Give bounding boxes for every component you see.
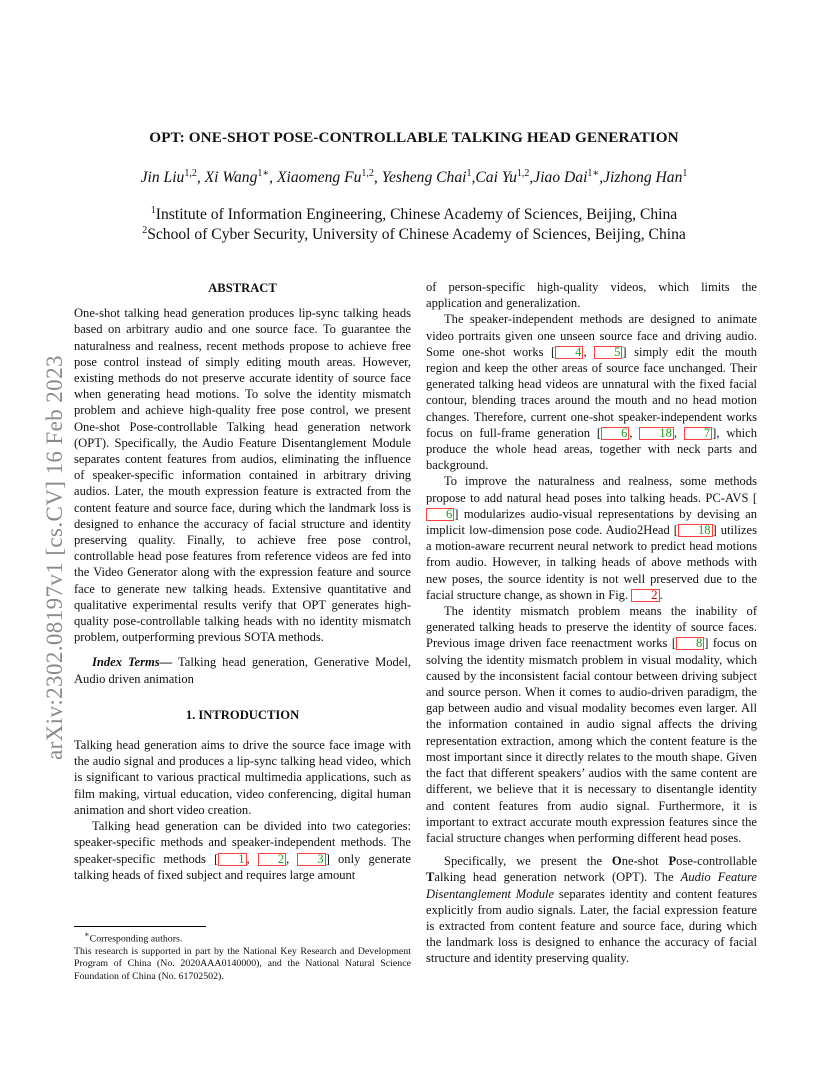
affiliation-2 <box>0 225 828 244</box>
affiliation-text: Institute of Information Engineering, Chinese Academy of Sciences, Beijing, China <box>155 206 678 224</box>
author-affil-mark: 1∗ <box>587 168 600 179</box>
affiliation-number: 1 <box>150 205 156 216</box>
right-paragraph-5 <box>426 853 757 966</box>
footnote-text: Corresponding authors. <box>89 933 183 945</box>
author-affil-mark: 1∗ <box>257 168 270 179</box>
index-terms <box>74 654 411 686</box>
paragraph-text: Specifically, we present the <box>444 854 612 869</box>
paragraph-text: ] modularizes audio-visual representations by devising an implicit low-dimension pose code. Audio2Head [ <box>426 506 757 538</box>
right-paragraph-1: of person-specific high-quality videos, which limits the application and generalization. <box>426 280 757 311</box>
arxiv-identifier: arXiv:2302.08197v1 [cs.CV] 16 Feb 2023 <box>42 355 67 760</box>
paragraph-text: To improve the naturalness and realness, some methods propose to add natural head poses into talking heads. PC-AVS [ <box>426 474 757 505</box>
right-paragraph-4 <box>426 603 757 846</box>
affiliation-text: School of Cyber Security, University of Chinese Academy of Sciences, Beijing, China <box>147 226 686 244</box>
author-separator: , <box>196 169 205 187</box>
module-name: Audio Feature Disentanglement Module <box>426 870 757 901</box>
footnote-rule <box>74 926 206 927</box>
paragraph-text: Talking head generation can be divided into two categories: speaker-specific methods and speaker-independent methods. The speaker-specific methods [ <box>74 819 411 866</box>
author: Jiao Dai <box>533 169 588 187</box>
citation-link[interactable]: 4 <box>555 346 583 359</box>
paragraph-text: ], which produce the whole head areas, together with neck parts and background. <box>426 425 757 473</box>
citation-link[interactable]: 1 <box>218 853 246 866</box>
footnotes <box>74 929 411 983</box>
author-affil-mark: 1,2 <box>361 168 374 179</box>
citation-link[interactable]: 7 <box>684 427 712 440</box>
paragraph-text: separates identity and content features explicitly from audio signals. Later, the facial expression feature is extracted from content feature and source face, during which the landmark loss is designed to enhance the accuracy of facial structure and identity preserving quality. <box>426 886 757 966</box>
left-column <box>74 280 411 883</box>
footnote-mark: ∗ <box>84 930 90 939</box>
paragraph-text: . <box>659 587 663 602</box>
paragraph-text: The identity mismatch problem means the inability of generated talking heads to preserve the identity of source faces. Previous image driven face reenactment works [ <box>426 604 757 651</box>
author: Jizhong Han <box>603 169 683 187</box>
index-terms-text: Talking head generation, Generative Model, Audio driven animation <box>74 655 411 686</box>
affiliation-1 <box>0 205 828 224</box>
abstract-text: One-shot talking head generation produces lip-sync talking heads based on arbitrary audio and one source face. To guarantee the naturalness and realness, recent methods propose to achieve free pose control instead of simply editing mouth areas. However, existing methods do not preserve accurate identity of source face when generating head motions. To solve the identity mismatch problem and achieve high-quality free pose control, we present One-shot Pose-controllable Talking head generation network (OPT). Specifically, the Audio Feature Disentanglement Module separates content features from audios, eliminating the influence of speaker-specific information contained in arbitrary driving audios. Later, the mouth expression feature is extracted from the content feature and source face, during which the landmark loss is designed to enhance the accuracy of facial structure and identity preserving quality. Finally, to achieve free pose control, controllable head pose features from reference videos are fed into the Video Generator along with the expression feature and source face to generate new talking heads. Extensive quantitative and qualitative experimental results verify that OPT generates high-quality pose-controllable talking heads with no identity mismatch problem, outperforming previous SOTA methods. <box>74 306 411 645</box>
acronym-letter: T <box>426 870 435 885</box>
author-affil-mark: 1 <box>466 168 472 179</box>
affiliation-number: 2 <box>142 225 148 236</box>
author-affil-mark: 1 <box>682 168 688 179</box>
section-heading-introduction: 1. INTRODUCTION <box>185 707 300 722</box>
author-affil-mark: 1,2 <box>184 168 197 179</box>
acronym-letter: O <box>611 854 622 869</box>
right-column <box>426 279 757 967</box>
abstract-heading: ABSTRACT <box>208 281 277 295</box>
paragraph-text: ne-shot <box>621 854 669 869</box>
author: Yesheng Chai <box>381 169 467 187</box>
index-terms-label: Index Terms— <box>92 655 173 670</box>
citation-link[interactable]: 5 <box>594 346 622 359</box>
paragraph-text: The speaker-independent methods are designed to animate video portraits given one unseen source face and driving audio. Some one-shot works [ <box>426 312 757 359</box>
author-separator: , <box>529 169 534 187</box>
paragraph-text: ] utilizes a motion-aware recurrent neural network to predict head motions from audio. However, in talking heads of above methods with new poses, the source identity is not well preserved due to the facial structure change, as shown in Fig. <box>426 523 757 602</box>
figure-link[interactable]: 2 <box>631 589 659 602</box>
citation-link[interactable]: 18 <box>678 524 713 537</box>
footnote-corresponding <box>74 929 411 946</box>
author: Cai Yu <box>475 169 517 187</box>
author: Xi Wang <box>204 169 258 187</box>
citation-link[interactable]: 6 <box>426 508 454 521</box>
author-separator: , <box>269 169 277 187</box>
intro-paragraph-1: Talking head generation aims to drive the source face image with the audio signal and produces a lip-sync talking head video, which is significant to various practical multimedia applications, such as film making, virtual education, video conferencing, digital human animation and short video creation. <box>74 738 411 817</box>
paragraph-text: ] focus on solving the identity mismatch problem in visual modality, which caused by the inconsistent facial contour between driving subject and source person. When it comes to audio-driven paradigm, the gap between audio and visual modality becomes even larger. All the information contained in audio signal affects the driving representation extraction, among which the content feature is the most important since it directly relates to the mouth shape. Given the fact that different speakers’ audios with the same content are different, we believe that it is necessary to disentangle identity and content features from audio signal. Furthermore, it is important to extract accurate mouth expression features since the facial structure changes when performing different head poses. <box>426 636 757 845</box>
paragraph-text: ] simply edit the mouth region and keep the other areas of source face unchanged. Their generated talking head videos are unnatural with the fixed facial contour, blending traces around the mouth and no head motion changes. Therefore, current one-shot speaker-independent works focus on full-frame generation [ <box>426 344 757 440</box>
author-separator: , <box>599 169 604 187</box>
author-separator: , <box>373 169 382 187</box>
author: Jin Liu <box>140 169 185 187</box>
citation-link[interactable]: 2 <box>258 853 286 866</box>
paragraph-text: ose-controllable <box>676 854 757 869</box>
footnote-funding: This research is supported in part by the National Key Research and Development Program of China (No. 2020AAA0140000), and the National Natural Science Foundation of China (No. 61702502). <box>74 945 411 982</box>
intro-paragraph-2: Talking head generation can be divided into two categories: speaker-specific methods and speaker-independent methods. The speaker-specific methods [ 1 , 2 , 3 ] only generate talking heads of fixed subject and requires large amount <box>74 819 411 882</box>
citation-link[interactable]: 3 <box>297 853 325 866</box>
paragraph-text: ] only generate talking heads of fixed subject and requires large amount <box>74 851 411 882</box>
author-list <box>0 168 828 187</box>
right-paragraph-2: The speaker-independent methods are designed to animate video portraits given one unseen source face and driving audio. Some one-shot works [ 4 , 5 ] simply edit the mouth region and keep the other areas of source face unchanged. Their generated talking head videos are unnatural with the fixed facial contour, blending traces around the mouth and no head motion changes. Therefore, current one-shot speaker-independent works focus on full-frame generation [ 6 , 18 , 7 ], which produce the whole head areas, together with neck parts and background. <box>426 312 757 473</box>
citation-link[interactable]: 6 <box>601 427 629 440</box>
right-paragraph-3 <box>426 473 757 603</box>
author-affil-mark: 1,2 <box>516 168 530 179</box>
arxiv-sidebar <box>22 0 67 1072</box>
paper-title: OPT: ONE-SHOT POSE-CONTROLLABLE TALKING HEAD GENERATION <box>149 129 679 146</box>
acronym-letter: P <box>668 854 677 869</box>
author-separator: , <box>471 169 476 187</box>
paragraph-text: alking head generation network (OPT). The <box>434 870 681 885</box>
citation-link[interactable]: 8 <box>676 637 704 650</box>
citation-link[interactable]: 18 <box>639 427 674 440</box>
author: Xiaomeng Fu <box>276 169 362 187</box>
